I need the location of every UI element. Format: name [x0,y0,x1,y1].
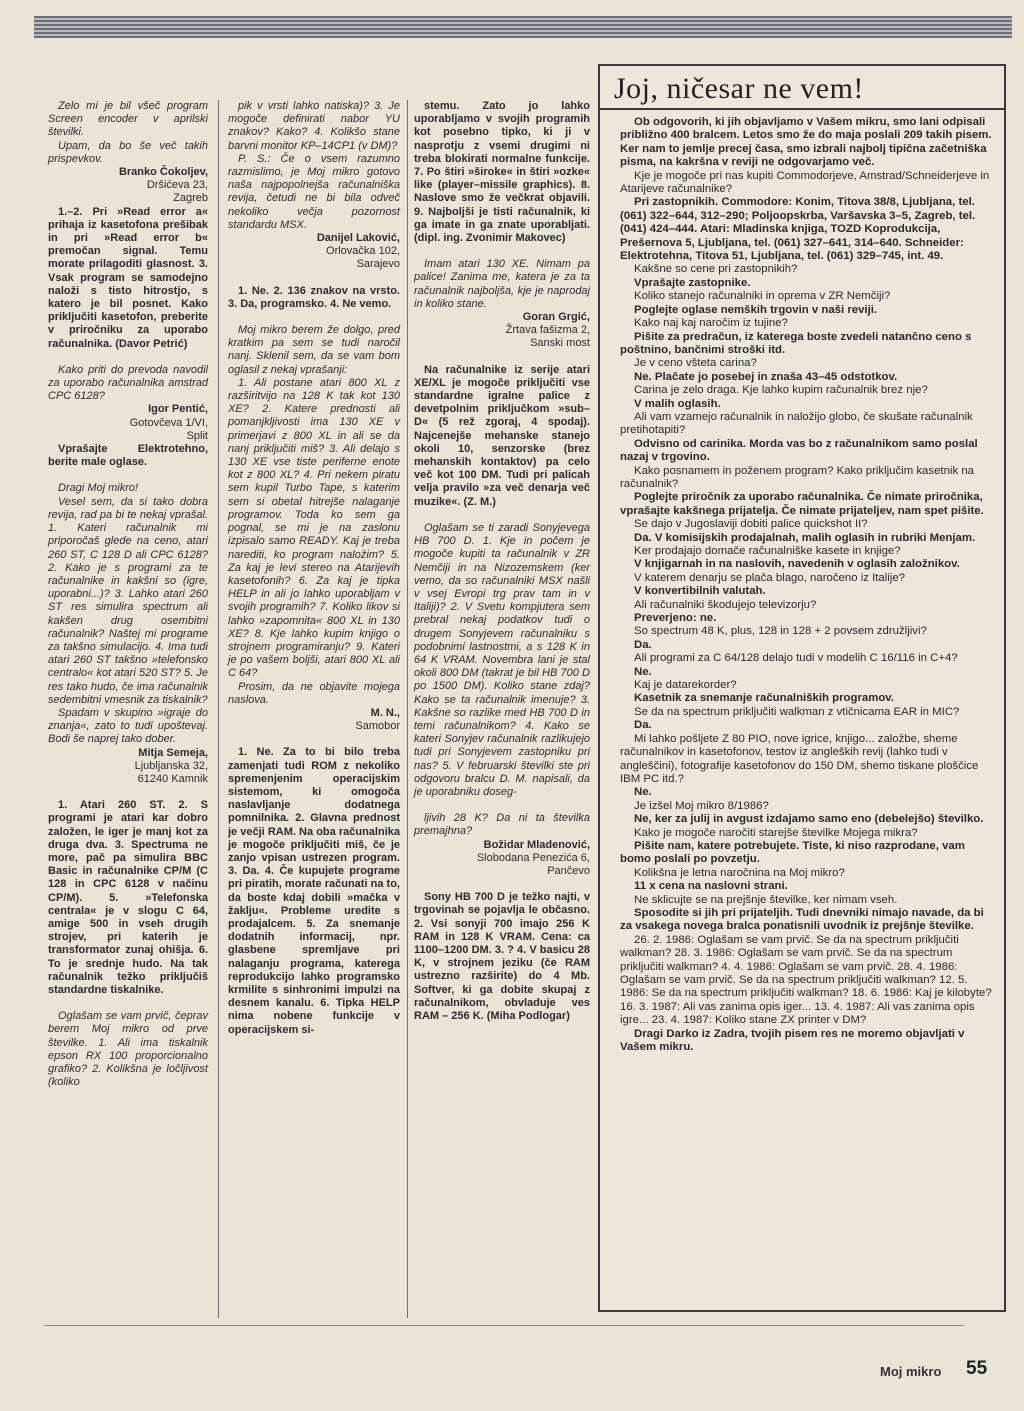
column-3 [414,100,590,1023]
box-title: Joj, ničesar ne vem! [600,66,1004,110]
paragraph: Koliko stanejo računalniki in oprema v ZR Nemčiji? [634,290,891,303]
paragraph: Kasetnik za snemanje računalniških programov. [634,692,894,705]
paragraph: 11 x cena na naslovni strani. [634,880,788,893]
spacer [228,733,400,746]
paragraph: Kakšne so cene pri zastopnikih? [634,263,798,276]
paragraph: 1. Atari 260 ST. 2. S programi je atari kar dobro založen, le iger je manj kot za druga dva. 3. Spectruma ne more, pač pa simulira BBC Basic in računalnike CP/M (C 128 in CPC 6128 v načinu CP/M). 5. »Telefonska centrala« je v slogu C 64, amige 500 in vseh drugih strojev, pri katerih je transformator zunaj ohišja. 6. To je srednje hudo. Na tak računalnik težko priključiš standardne tiskalnike. [48,799,208,996]
sidebar-box [598,64,1006,1312]
paragraph: Split [186,429,208,442]
page-number: 55 [966,1358,988,1379]
paragraph: Gotovčeva 1/VI, [129,416,208,429]
paragraph: Ne. [634,665,652,678]
paragraph: ljivih 28 K? Da ni ta številka premajhna? [414,812,590,838]
paragraph: Božidar Mladenović, [483,838,590,851]
paragraph: Da. [634,638,652,651]
column-1 [48,100,208,1089]
paragraph: Kako naj kaj naročim iz tujine? [634,317,788,330]
paragraph: Ljubljanska 32, [134,759,208,772]
paragraph: Preverjeno: ne. [634,612,717,625]
paragraph: Se da na spectrum priključiti walkman z vtičnicama EAR in MIC? [634,705,960,718]
paragraph: Ker prodajajo domače računalniške kasete in knjige? [634,545,901,557]
paragraph: Žrtava fašizma 2, [505,324,590,337]
paragraph: So spectrum 48 K, plus, 128 in 128 + 2 povsem združljivi? [634,625,927,638]
paragraph: Orlovačka 102, [326,245,400,258]
spacer [48,351,208,364]
paragraph: Sposodite si jih pri prijateljih. Tudi dnevniki nimajo navade, da bi za vsakega novega bralca ponatisnili uvodnik iz prejšnje številke. [620,906,984,933]
paragraph: Pišite nam, katere potrebujete. Tiste, ki niso razprodane, vam bomo poslali po povzetju. [620,839,965,866]
paragraph: Samobor [355,720,400,733]
paragraph: 26. 2. 1986: Oglašam se vam prvič. Se da na spectrum priključiti walkman? 28. 3. 1986: Oglašam se vam prvič. Se da na spectrum priključiti walkman? 4. 4. 1986: Oglašam se vam prvič. 28. 4. 1986: Oglašam se vam prvič. Se da na spectrum priključiti walkman? 12. 5. 1986: Se da na spectrum priključiti walkman? 18. 6. 1986: Kaj je kilobyte? 16. 3. 1987: Ali vas zanima opis iger... 13. 4. 1987: Ali vas zanima opis igre... 23. 4. 1987: Koliko stane ZX printer v DM? [620,933,992,1027]
paragraph: Sony HB 700 D je težko najti, v trgovinah se pojavlja le občasno. 2. Vsi sonyji 700 imajo 256 K RAM in 128 K VRAM. Cena: ca 1100–1200 DM. 3. ? 4. V basicu 28 K, v strojnem jeziku (če RAM ustrezno razširite) do 4 Mb. Softver, ki ga dobite skupaj z računalnikom, obvladuje ves RAM – 256 K. (Miha Podlogar) [414,891,590,1022]
paragraph: Imam atari 130 XE. Nimam pa palice! Zanima me, katera je za ta računalnik najboljša, kje je naprodaj in koliko stane. [414,258,590,310]
paragraph: Dršićeva 23, [146,179,208,192]
paragraph: stemu. Zato jo lahko uporabljamo v svojih programih kot posebno tipko, ki ji v nasprotju z vsemi drugimi ni treba blokirati normalne funkcije. 7. Po štiri »široke« in štiri »ozke« like (player–missile graphics). 8. Naslove smo že večkrat objavili. 9. Najboljši je tisti računalnik, ki ga imate in ga znate uporabljati. (dipl. ing. Zvonimir Makovec) [414,100,590,245]
paragraph: Oglašam se ti zaradi Sonyjevega HB 700 D. 1. Kje in počem je mogoče kupiti ta računalnik v ZR Nemčiji in na Nizozemskem (ker vemo, da so računalniki MSX našli v vsej Evropi trg prav tam in v Italiji)? 2. V Svetu kompjutera sem prebral nekaj podatkov tudi o drugem Sonyjevem računalniku s podobnimi lastnostmi, a s 128 K in 64 K VRAM. Novembra lani je stal okoli 800 DM (takrat je bil HB 700 D po 1500 DM). Koliko stane zdaj? Kako se ta računalnik imenuje? 3. Kakšne so razlike med HB 700 D in temi računalnikom? 4. Kako se kateri Sonyjev računalnik razlikujejo tudi pri Sonyjevem zastopniku pri nas? 5. V februarski številki ste pri odgovoru bralcu D. M. napisali, da je uporabniku doseg- [414,521,590,798]
paragraph: Da. V komisijskih prodajalnah, malih oglasih in rubriki Menjam. [634,531,976,544]
paragraph: Vesel sem, da si tako dobra revija, rad pa bi te nekaj vprašal. 1. Kateri računalnik mi priporočaš glede na ceno, atari 260 ST, C 128 D ali CPC 6128? 2. Kako je s programi za te računalnike in kakšni so (igre, uporabni...)? 3. Lahko atari 260 ST res simulira spectrum ali kakšen drug osembitni računalnik? Naštej mi programe za takšno simulacijo. 4. Ima tudi atari 260 ST takšno »telefonsko centralo« kot atari 520 ST? 5. Je res tako hudo, če ima računalnik sedembitni vmesnik za tiskalnik? [48,495,208,706]
paragraph: Danijel Laković, [316,232,400,245]
paragraph: 1. Ne. Za to bi bilo treba zamenjati tudi ROM z nekoliko spremenjenim operacijskim sistemom, ki omogoča naslavljanje dodatnega pomnilnika. 2. Glavna prednost je večji RAM. Na oba računalnika je mogoče priključiti miš, če je zanjo vpisan ustrezen program. 3. Da. 4. Če kupujete programe pri piratih, morate računati na to, da boste kdaj dobili »mačka v žaklju«. Probleme uredite s prodajalcem. 5. Za snemanje dodatnih informacij, npr. glasbene spremljave pri nalaganju programa, katerega reprodukcijo lahko programsko krmilite s sinhronimi impulzi na desnem kanalu. 6. Tipka HELP nima nobene funkcije v operacijskem si- [228,746,400,1036]
spacer [414,509,590,522]
column-2 [228,100,400,1037]
paragraph: Vprašajte zastopnike. [634,276,751,289]
paragraph: 1.–2. Pri »Read error a« prihaja iz kasetofona prešibak in pri »Read error b« premočan signal. Temu morate prilagoditi glasnost. 3. Vsak program se samodejno naloži s tisto hitrostjo, s katero je bil posnet. Kako priključiti kasetofon, preberite v priročniku za uporabo računalnika. (Davor Petrić) [48,205,208,350]
paragraph: Kako posnamem in poženem program? Kako priključim kasetnik na računalnik? [620,464,974,490]
footer-magazine: Moj mikro [880,1364,942,1379]
paragraph: Branko Čokoljev, [118,166,208,179]
paragraph: M. N., [370,706,400,719]
paragraph: Ali programi za C 64/128 delajo tudi v modelih C 16/116 in C+4? [634,652,958,665]
box-body [600,110,1004,1054]
paragraph: Carina je zelo draga. Kje lahko kupim računalnik brez nje? [634,384,928,397]
paragraph: 1. Ne. 2. 136 znakov na vrsto. 3. Da, programsko. 4. Ne vemo. [228,284,400,310]
paragraph: Mi lahko pošljete Z 80 PIO, nove igrice, knjigo... založbe, sheme računalnikov in kasetofonov, testov iz angleških revij (lahko tudi v angleščini), fotografije kasetofonov do 150 DM, shemo tiskane ploščice IBM PC itd.? [620,732,979,785]
paragraph: Kolikšna je letna naročnina na Moj mikro? [634,866,845,879]
paragraph: Kako je mogoče naročiti starejše številke Mojega mikra? [634,826,918,839]
column-divider [407,100,408,1318]
paragraph: Pančevo [547,864,590,877]
paragraph: Ob odgovorih, ki jih objavljamo v Vašem mikru, smo lani odpisali približno 400 bralcem. Letos smo že do maja poslali 209 takih pisem. Ker nam to jemlje precej časa, smo izbrali najbolj tipična začetniška pisma, na kakršna v reviji ne odgovarjamo več. [620,116,992,169]
paragraph: Vprašajte Elektrotehno, berite male oglase. [48,443,208,469]
paragraph: Sanski most [530,337,590,350]
paragraph: Sarajevo [356,258,400,271]
paragraph: Zelo mi je bil všeč program Screen encoder v aprilski številki. [48,100,208,139]
paragraph: Mitja Semeja, [138,746,208,759]
paragraph: Oglašam se vam prvič, čeprav berem Moj mikro od prve številke. 1. Ali ima tiskalnik epson RX 100 proporcionalno grafiko? 2. Kolikšna je ločljivost (koliko [48,1010,208,1089]
paragraph: Kako priti do prevoda navodil za uporabo računalnika amstrad CPC 6128? [48,363,208,403]
paragraph: Goran Grgić, [522,311,590,324]
spacer [228,272,400,285]
paragraph: Zagreb [173,192,208,205]
paragraph: Igor Pentić, [148,403,208,416]
paragraph: pik v vrsti lahko natiska)? 3. Je mogoče definirati nabor YU znakov? Kako? 4. Kolikšo stane barvni monitor KP–14CP1 (v DM)? [228,100,400,152]
spacer [414,245,590,258]
spacer [414,878,590,891]
spacer [414,799,590,812]
paragraph: Prosim, da ne objavite mojega naslova. [228,680,400,706]
paragraph: Ne sklicujte se na prejšnje številke, ker nimam vseh. [634,893,898,906]
spacer [228,311,400,324]
spacer [48,997,208,1010]
paragraph: Ne. Plačate jo posebej in znaša 43–45 odstotkov. [634,370,898,383]
paragraph: 61240 Kamnik [137,772,208,785]
paragraph: Moj mikro berem že dolgo, pred kratkim pa sem se tudi naročil nanj. Sklenil sem, da se vam bom oglasil z nekaj vprašanji: [228,324,400,376]
paragraph: 1. Ali postane atari 800 XL z razširitvijo na 128 K tak kot 130 XE? 2. Katere prednosti ali pomanjkljivosti ima 130 XE v primerjavi z 800 XL in ali se da nanj priključiti miš? 3. Ali delajo s 130 XE vse tiste periferne enote kot z 800 XL? 4. Pri nekem piratu sem kupil Turbo Tape, s katerim sem si obetal hitrejše nalaganje programov. Toda ko sem ga pognal, se mi je na zaslonu izpisalo samo READY. Kaj je treba narediti, ko program naložim? 5. Za kaj je levi stereo na Atarijevih kasetofonih? 6. Za kaj je tipka HELP in ali jo lahko uporabljam v svojih programih? 7. Koliko likov si lahko »zapomnita« 800 XL in 130 XE? 8. Kje lahko kupim knjigo o strojnem programiranju? 9. Kateri je po vašem boljši, atari 800 XL ali C 64? [228,376,400,680]
paragraph: Kaj je datarekorder? [634,679,737,692]
paragraph: Odvisno od carinika. Morda vas bo z računalnikom samo poslal nazaj v trgovino. [620,437,978,464]
paragraph: Kje je mogoče pri nas kupiti Commodorjeve, Amstrad/Schneiderjeve in Atarijeve računalnike? [620,169,990,196]
paragraph: V katerem denarju se plača blago, naročeno iz Italije? [634,571,906,584]
paragraph: Poglejte oglase nemških trgovin v naši reviji. [634,303,878,316]
paragraph: Pišite za predračun, iz katerega boste zvedeli natančno ceno s poštnino, bančnimi stroški itd. [620,330,972,356]
paragraph: P. S.: Če o vsem razumno razmislimo, je Moj mikro gotovo naša najpopolnejša računalniška revija, četudi ne bi bila odveč nekoliko večja pozornost standardu MSX. [228,152,400,231]
paragraph: Ali vam vzamejo računalnik in naložijo globo, če skušate računalnik pretihotapiti? [620,410,973,437]
paragraph: Na računalnike iz serije atari XE/XL je mogoče priključiti vse standardne igralne palice z devetpolnim priključkom »sub–D« (5 rež zgoraj, 4 spodaj). Najcenejše mehanske stanejo okoli 10, senzorske (brez mehanskih kontaktov) pa celo več kot 100 DM. Tudi pri palicah velja pravilo »za več denarja več muzike«. (Z. M.) [414,363,590,508]
paragraph: V malih oglasih. [634,397,721,410]
paragraph: Ne. [634,786,652,799]
spacer [48,469,208,482]
paragraph: V konvertibilnih valutah. [634,585,766,598]
bottom-rule [44,1325,964,1326]
paragraph: V knjigarnah in na naslovih, navedenih v oglasih založnikov. [634,558,960,571]
spacer [414,351,590,364]
paragraph: Je v ceno všteta carina? [634,357,757,370]
paragraph: Da. [634,719,652,732]
paragraph: Dragi Darko iz Zadra, tvojih pisem res ne moremo objavljati v Vašem mikru. [620,1027,965,1054]
spacer [48,786,208,799]
paragraph: Poglejte priročnik za uporabo računalnika. Če nimate priročnika, vprašajte kakšnega prijatelja. Če nimate prijateljev, nam spet pišite. [620,491,984,517]
paragraph: Pri zastopnikih. Commodore: Konim, Titova 38/8, Ljubljana, tel. (061) 322–644, 312–290; Poljoopskrba, Varšavska 3–5, Zagreb, tel. (041) 424–444. Atari: Mladinska knjiga, TOZD Koprodukcija, Prešernova 5, Ljubljana, tel. (061) 327–641, 314–640. Schneider: Elektrotehna, Titova 51, Ljubljana, tel. (061) 329–745, int. 49. [620,196,976,263]
column-divider [218,100,219,1318]
paragraph: Ne, ker za julij in avgust izdajamo samo eno (debelejšo) številko. [634,813,984,826]
paragraph: Je izšel Moj mikro 8/1986? [634,799,769,812]
paragraph: Spadam v skupino »igraje do znanja«, zato to tudi upoštevaj. Bodi še naprej tako dober. [48,706,208,746]
paragraph: Upam, da bo še več takih prispevkov. [48,139,208,165]
paragraph: Slobodana Penezića 6, [476,851,590,864]
header-band [34,16,1012,38]
paragraph: Ali računalniki škodujejo televizorju? [634,598,817,611]
paragraph: Se dajo v Jugoslaviji dobiti palice quickshot II? [634,518,868,531]
paragraph: Dragi Moj mikro! [58,482,139,495]
